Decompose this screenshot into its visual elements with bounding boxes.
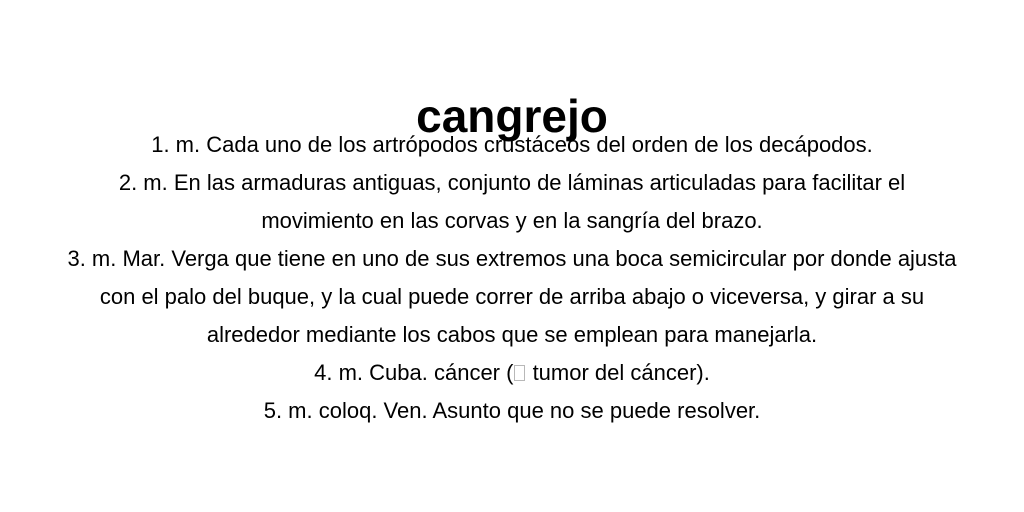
definition-2: 2. m. En las armaduras antiguas, conjunto de láminas articuladas para facilitar el movimiento en las corvas y en la sangría del brazo. bbox=[118, 170, 906, 233]
headword: cangrejo bbox=[416, 89, 608, 142]
definition-4-after: tumor del cáncer). bbox=[526, 360, 710, 385]
definition-3: 3. m. Mar. Verga que tiene en uno de sus extremos una boca semicircular por donde ajusta con el palo del buque, y la cual puede correr de arriba abajo o viceversa, y girar a su alrededor mediante los cabos que se emplean para manejarla. bbox=[67, 246, 957, 347]
definition-1: 1. m. Cada uno de los artrópodos crustáceos del orden de los decápodos. bbox=[151, 132, 873, 157]
definition-list bbox=[62, 126, 962, 430]
definition-5: 5. m. coloq. Ven. Asunto que no se puede resolver. bbox=[263, 398, 761, 423]
definition-4-before: 4. m. Cuba. cáncer ( bbox=[314, 360, 514, 385]
missing-glyph-icon bbox=[514, 365, 525, 381]
definition-4 bbox=[62, 354, 962, 392]
